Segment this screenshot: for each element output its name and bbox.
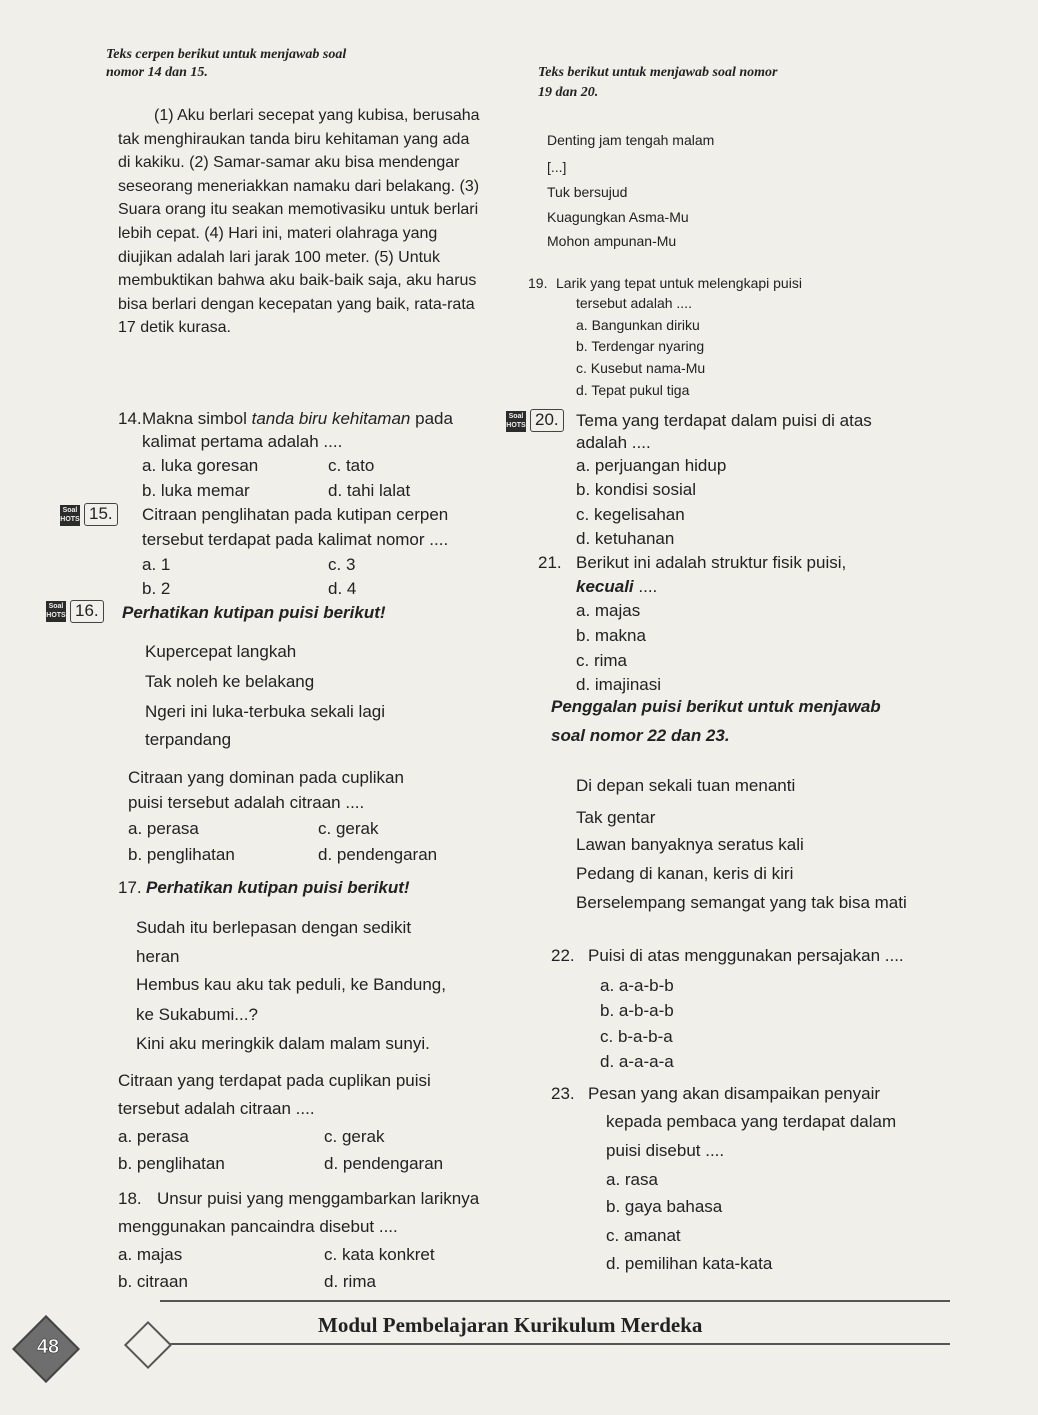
poem2-header: soal nomor 22 dan 23. xyxy=(551,726,730,745)
q20-option: d. ketuhanan xyxy=(576,529,675,548)
poem-right-line: [...] xyxy=(547,159,567,175)
q16-question: Citraan yang dominan pada cuplikan xyxy=(128,768,404,787)
q17-option-c: c. gerak xyxy=(324,1127,385,1146)
q18-stem: Unsur puisi yang menggambarkan lariknya xyxy=(157,1189,480,1208)
q19-option: c. Kusebut nama-Mu xyxy=(576,360,706,376)
poem2-line: Lawan banyaknya seratus kali xyxy=(576,835,804,854)
footer-rule-bottom xyxy=(150,1343,950,1345)
q23-number: 23. xyxy=(551,1084,575,1103)
q23-stem: kepada pembaca yang terdapat dalam xyxy=(606,1112,897,1131)
q16-poem-line: Tak noleh ke belakang xyxy=(145,672,315,691)
q20-option: c. kegelisahan xyxy=(576,505,685,524)
q20-stem: adalah .... xyxy=(576,433,651,452)
poem-right-line: Mohon ampunan-Mu xyxy=(547,233,677,249)
poem2-line: Berselempang semangat yang tak bisa mati xyxy=(576,893,907,912)
q17-poem-line: ke Sukabumi...? xyxy=(136,1005,258,1024)
q17-number: 17. xyxy=(118,878,142,897)
q15-option-b: b. 2 xyxy=(142,579,171,598)
poem-right-line: Tuk bersujud xyxy=(547,184,628,200)
q19-option: a. Bangunkan diriku xyxy=(576,317,700,333)
page-number: 48 xyxy=(36,1336,60,1358)
q16-question: puisi tersebut adalah citraan .... xyxy=(128,793,365,812)
q21-option: c. rima xyxy=(576,651,627,670)
q22-option: a. a-a-b-b xyxy=(600,976,674,995)
q18-stem: menggunakan pancaindra disebut .... xyxy=(118,1217,398,1236)
q14-option-c: c. tato xyxy=(328,456,375,475)
q14-option-d: d. tahi lalat xyxy=(328,481,411,500)
q17-stem: Perhatikan kutipan puisi berikut! xyxy=(146,878,410,897)
q14-stem: Makna simbol tanda biru kehitaman pada xyxy=(142,409,453,428)
q16-poem-line: Ngeri ini luka-terbuka sekali lagi xyxy=(145,702,386,721)
q16-stem: Perhatikan kutipan puisi berikut! xyxy=(122,603,386,622)
story-paragraph: (1) Aku berlari secepat yang kubisa, berusaha tak menghiraukan tanda biru kehitaman yang ada di kakiku. (2) Samar-samar aku bisa mendengar seseorang meneriakkan namaku dari belakang. (3) Suara orang itu seakan memotivasiku untuk berlari lebih cepat. (4) Hari ini, materi olahraga yang diujikan adalah lari jarak 100 meter. (5) Untuk membuktikan bahwa aku baik-baik saja, aku harus bisa berlari dengan kecepatan yang baik, rata-rata 17 detik kurasa. xyxy=(118,107,480,337)
q21-stem: kecuali .... xyxy=(576,577,658,596)
q21-number: 21. xyxy=(538,553,562,572)
q22-option: d. a-a-a-a xyxy=(600,1052,674,1071)
q18-option-d: d. rima xyxy=(324,1272,376,1291)
q17-option-a: a. perasa xyxy=(118,1127,189,1146)
q21-option: d. imajinasi xyxy=(576,675,662,694)
footer-diamond xyxy=(124,1321,172,1369)
q21-option: b. makna xyxy=(576,626,646,645)
poem-right-line: Kuagungkan Asma-Mu xyxy=(547,209,689,225)
header-right-line2: 19 dan 20. xyxy=(538,85,599,100)
q17-option-d: d. pendengaran xyxy=(324,1154,444,1173)
q15-option-d: d. 4 xyxy=(328,579,357,598)
q23-option: a. rasa xyxy=(606,1170,658,1189)
header-left-line2: nomor 14 dan 15. xyxy=(106,65,208,80)
q15-stem: Citraan penglihatan pada kutipan cerpen xyxy=(142,505,449,524)
header-left-line1: Teks cerpen berikut untuk menjawab soal xyxy=(106,47,347,62)
q23-option: c. amanat xyxy=(606,1226,681,1245)
q18-option-a: a. majas xyxy=(118,1245,183,1264)
poem2-line: Tak gentar xyxy=(576,808,656,827)
q15-option-c: c. 3 xyxy=(328,555,356,574)
q14-option-a: a. luka goresan xyxy=(142,456,259,475)
q17-question: tersebut adalah citraan .... xyxy=(118,1099,315,1118)
q19-number: 19. xyxy=(528,275,548,291)
q17-option-b: b. penglihatan xyxy=(118,1154,225,1173)
q19-option: b. Terdengar nyaring xyxy=(576,338,705,354)
footer-rule-top xyxy=(160,1300,950,1302)
q16-poem-line: Kupercepat langkah xyxy=(145,642,297,661)
q20-stem: Tema yang terdapat dalam puisi di atas xyxy=(576,411,872,430)
q20-option: a. perjuangan hidup xyxy=(576,456,727,475)
q17-question: Citraan yang terdapat pada cuplikan puisi xyxy=(118,1071,431,1090)
poem-right-line: Denting jam tengah malam xyxy=(547,132,715,148)
q18-option-c: c. kata konkret xyxy=(324,1245,435,1264)
q17-poem-line: Sudah itu berlepasan dengan sedikit xyxy=(136,918,412,937)
poem2-line: Di depan sekali tuan menanti xyxy=(576,776,796,795)
q19-stem: tersebut adalah .... xyxy=(576,295,692,311)
q21-option: a. majas xyxy=(576,601,641,620)
q22-option: c. b-a-b-a xyxy=(600,1027,673,1046)
q23-option: d. pemilihan kata-kata xyxy=(606,1254,773,1273)
q16-option-b: b. penglihatan xyxy=(128,845,235,864)
q16-option-d: d. pendengaran xyxy=(318,845,438,864)
q22-number: 22. xyxy=(551,946,575,965)
q23-stem: puisi disebut .... xyxy=(606,1141,725,1160)
q19-option: d. Tepat pukul tiga xyxy=(576,382,690,398)
poem2-line: Pedang di kanan, keris di kiri xyxy=(576,864,794,883)
hots-badge: Soal HOTS xyxy=(46,601,66,622)
q17-poem-line: Hembus kau aku tak peduli, ke Bandung, xyxy=(136,975,446,994)
q14-stem: kalimat pertama adalah .... xyxy=(142,432,343,451)
footer-title: Modul Pembelajaran Kurikulum Merdeka xyxy=(318,1313,703,1337)
q17-poem-line: heran xyxy=(136,947,180,966)
q16-poem-line: terpandang xyxy=(145,730,232,749)
q23-stem: Pesan yang akan disampaikan penyair xyxy=(588,1084,881,1103)
q23-option: b. gaya bahasa xyxy=(606,1197,723,1216)
q22-stem: Puisi di atas menggunakan persajakan .... xyxy=(588,946,904,965)
q19-stem: Larik yang tepat untuk melengkapi puisi xyxy=(556,275,802,291)
q15-option-a: a. 1 xyxy=(142,555,171,574)
q16-option-a: a. perasa xyxy=(128,819,199,838)
q16-option-c: c. gerak xyxy=(318,819,379,838)
q17-poem-line: Kini aku meringkik dalam malam sunyi. xyxy=(136,1034,430,1053)
q14-number: 14. xyxy=(118,409,142,428)
hots-badge: Soal HOTS xyxy=(506,411,526,432)
q18-option-b: b. citraan xyxy=(118,1272,188,1291)
q15-stem: tersebut terdapat pada kalimat nomor .... xyxy=(142,530,449,549)
q22-option: b. a-b-a-b xyxy=(600,1001,674,1020)
q15-number: 15. xyxy=(84,503,118,526)
q18-number: 18. xyxy=(118,1189,142,1208)
q14-option-b: b. luka memar xyxy=(142,481,250,500)
q20-option: b. kondisi sosial xyxy=(576,480,697,499)
q20-number: 20. xyxy=(530,409,564,432)
q16-number: 16. xyxy=(70,600,104,623)
hots-badge: Soal HOTS xyxy=(60,505,80,526)
q21-stem: Berikut ini adalah struktur fisik puisi, xyxy=(576,553,847,572)
header-right-line1: Teks berikut untuk menjawab soal nomor xyxy=(538,65,778,80)
poem2-header: Penggalan puisi berikut untuk menjawab xyxy=(551,697,881,716)
